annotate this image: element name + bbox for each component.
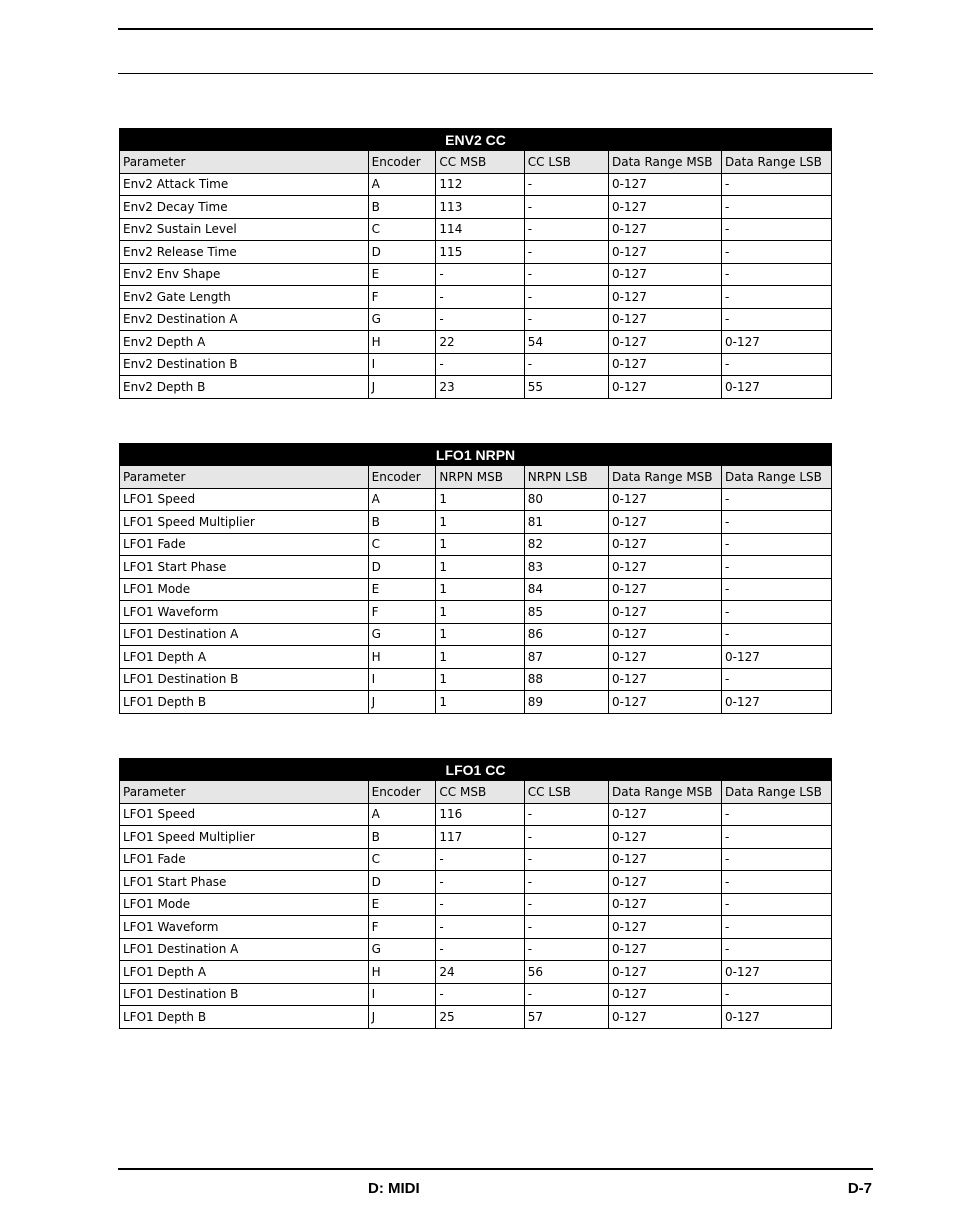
table-cell: - [524, 241, 608, 264]
column-header: NRPN LSB [524, 466, 608, 489]
table-row [120, 803, 832, 826]
table-cell: Env2 Env Shape [120, 263, 369, 286]
table-cell: 55 [524, 376, 608, 399]
table-cell: B [368, 511, 436, 534]
table-cell: 0-127 [608, 938, 721, 961]
table-cell: Env2 Release Time [120, 241, 369, 264]
table-cell: 25 [436, 1006, 524, 1029]
table-cell: 0-127 [609, 578, 722, 601]
table-cell: 56 [524, 961, 608, 984]
table-cell: 89 [524, 691, 608, 714]
table-cell: - [436, 353, 524, 376]
table-cell: 0-127 [608, 961, 721, 984]
table-cell: 0-127 [608, 848, 721, 871]
table-cell: - [524, 196, 608, 219]
table-cell: G [368, 623, 436, 646]
table-cell: 0-127 [722, 331, 832, 354]
table-row [120, 353, 832, 376]
table-cell: 0-127 [608, 916, 721, 939]
table-cell: - [524, 983, 608, 1006]
table-cell: - [524, 871, 608, 894]
table-cell: 115 [436, 241, 524, 264]
table-row [120, 938, 832, 961]
column-header: Data Range LSB [722, 466, 832, 489]
table-row [120, 173, 832, 196]
table-cell: - [722, 488, 832, 511]
table-cell: 0-127 [609, 308, 722, 331]
table-cell: LFO1 Fade [120, 533, 369, 556]
table-row [120, 331, 832, 354]
table-cell: LFO1 Start Phase [120, 556, 369, 579]
table-cell: LFO1 Depth B [120, 691, 369, 714]
table-cell: - [436, 308, 524, 331]
env2-cc-table [119, 128, 832, 399]
table-cell: 0-127 [609, 331, 722, 354]
table-cell: 1 [436, 646, 524, 669]
table-row [120, 668, 832, 691]
table-row [120, 511, 832, 534]
column-header: Data Range LSB [722, 151, 832, 174]
table-cell: - [436, 893, 524, 916]
table-cell: J [368, 376, 436, 399]
table-row [120, 601, 832, 624]
table-cell: 114 [436, 218, 524, 241]
table-cell: - [436, 938, 524, 961]
table-cell: C [368, 533, 436, 556]
table-cell: - [722, 556, 832, 579]
table-cell: D [368, 871, 436, 894]
table-cell: F [368, 286, 436, 309]
table-cell: 86 [524, 623, 608, 646]
table-cell: 82 [524, 533, 608, 556]
footer-section-label: D: MIDI [368, 1180, 420, 1197]
table-cell: 87 [524, 646, 608, 669]
table-cell: - [436, 871, 524, 894]
table-cell: 1 [436, 488, 524, 511]
table-row [120, 623, 832, 646]
table-cell: 57 [524, 1006, 608, 1029]
table-cell: 0-127 [609, 218, 722, 241]
table-cell: - [436, 263, 524, 286]
table-cell: - [436, 848, 524, 871]
table-header-row [120, 151, 832, 174]
table-cell: - [721, 916, 831, 939]
table-cell: - [721, 893, 831, 916]
table-row [120, 263, 832, 286]
lfo1-cc-table [119, 758, 832, 1029]
table-cell: - [721, 983, 831, 1006]
table-cell: 80 [524, 488, 608, 511]
table-row [120, 241, 832, 264]
table-cell: Env2 Decay Time [120, 196, 369, 219]
table-cell: 1 [436, 623, 524, 646]
table-cell: 0-127 [609, 668, 722, 691]
table-cell: LFO1 Depth A [120, 646, 369, 669]
table-cell: 1 [436, 511, 524, 534]
table-cell: - [722, 218, 832, 241]
table-cell: 117 [436, 826, 524, 849]
table-cell: LFO1 Destination A [120, 938, 369, 961]
table-cell: LFO1 Speed [120, 803, 369, 826]
table-row [120, 871, 832, 894]
table-cell: E [368, 893, 436, 916]
table-row [120, 961, 832, 984]
table-cell: 112 [436, 173, 524, 196]
table-cell: Env2 Depth A [120, 331, 369, 354]
table-cell: 1 [436, 578, 524, 601]
table-cell: Env2 Gate Length [120, 286, 369, 309]
table-cell: F [368, 916, 436, 939]
table-cell: 24 [436, 961, 524, 984]
footer-rule [118, 1168, 873, 1170]
table-cell: 0-127 [609, 286, 722, 309]
table-cell: 0-127 [608, 893, 721, 916]
table-cell: - [722, 263, 832, 286]
table-cell: - [722, 623, 832, 646]
table-cell: - [524, 916, 608, 939]
table-cell: - [722, 578, 832, 601]
table-cell: 23 [436, 376, 524, 399]
table-cell: G [368, 308, 436, 331]
table-cell: 0-127 [609, 511, 722, 534]
table-cell: 116 [436, 803, 524, 826]
table-cell: 0-127 [609, 241, 722, 264]
table-cell: G [368, 938, 436, 961]
table-cell: - [722, 286, 832, 309]
table-cell: - [721, 871, 831, 894]
table-cell: - [524, 826, 608, 849]
table-cell: - [436, 983, 524, 1006]
table-cell: 84 [524, 578, 608, 601]
table-cell: J [368, 691, 436, 714]
table-cell: 0-127 [608, 1006, 721, 1029]
column-header: Data Range MSB [609, 151, 722, 174]
table-cell: B [368, 196, 436, 219]
table-cell: LFO1 Destination B [120, 668, 369, 691]
table-title: LFO1 CC [120, 759, 832, 781]
table-cell: 0-127 [722, 691, 832, 714]
footer-page-number: D-7 [847, 1180, 872, 1197]
table-cell: - [721, 826, 831, 849]
table-cell: 0-127 [721, 1006, 831, 1029]
table-cell: LFO1 Depth B [120, 1006, 369, 1029]
table-cell: LFO1 Waveform [120, 601, 369, 624]
table-cell: LFO1 Depth A [120, 961, 369, 984]
table-row [120, 308, 832, 331]
table-title: ENV2 CC [120, 129, 832, 151]
table-cell: 0-127 [609, 533, 722, 556]
table-cell: 88 [524, 668, 608, 691]
table-cell: 1 [436, 533, 524, 556]
table-cell: - [722, 196, 832, 219]
table-cell: Env2 Sustain Level [120, 218, 369, 241]
table-cell: 0-127 [609, 601, 722, 624]
table-cell: - [524, 263, 608, 286]
table-cell: 1 [436, 556, 524, 579]
table-cell: - [722, 533, 832, 556]
column-header: Encoder [368, 781, 436, 804]
table-cell: E [368, 578, 436, 601]
table-row [120, 578, 832, 601]
table-cell: LFO1 Speed [120, 488, 369, 511]
table-row [120, 893, 832, 916]
table-cell: A [368, 173, 436, 196]
table-cell: E [368, 263, 436, 286]
table-row [120, 983, 832, 1006]
table-row [120, 556, 832, 579]
table-cell: 85 [524, 601, 608, 624]
column-header: Encoder [368, 466, 436, 489]
table-cell: 0-127 [608, 803, 721, 826]
table-cell: 0-127 [722, 376, 832, 399]
table-cell: - [524, 218, 608, 241]
table-cell: - [524, 938, 608, 961]
table-cell: F [368, 601, 436, 624]
table-cell: H [368, 961, 436, 984]
table-cell: J [368, 1006, 436, 1029]
column-header: Parameter [120, 781, 369, 804]
table-cell: A [368, 488, 436, 511]
table-cell: - [524, 893, 608, 916]
table-cell: 0-127 [609, 646, 722, 669]
table-cell: 0-127 [609, 556, 722, 579]
table-cell: - [722, 173, 832, 196]
lfo1-nrpn-table [119, 443, 832, 714]
table-row [120, 196, 832, 219]
header-rule-bottom [118, 73, 873, 74]
table-cell: LFO1 Waveform [120, 916, 369, 939]
table-cell: B [368, 826, 436, 849]
table-row [120, 916, 832, 939]
table-cell: 0-127 [609, 623, 722, 646]
table-row [120, 848, 832, 871]
table-cell: LFO1 Destination B [120, 983, 369, 1006]
table-cell: 0-127 [609, 376, 722, 399]
table-row [120, 218, 832, 241]
column-header: CC MSB [436, 781, 524, 804]
table-cell: LFO1 Speed Multiplier [120, 511, 369, 534]
table-cell: LFO1 Mode [120, 578, 369, 601]
column-header: Parameter [120, 151, 369, 174]
table-cell: 1 [436, 601, 524, 624]
table-row [120, 646, 832, 669]
table-cell: 0-127 [608, 826, 721, 849]
table-cell: 0-127 [609, 353, 722, 376]
header-rule-top [118, 28, 873, 30]
table-header-row [120, 781, 832, 804]
column-header: Parameter [120, 466, 369, 489]
table-row [120, 376, 832, 399]
column-header: Data Range LSB [721, 781, 831, 804]
table-cell: A [368, 803, 436, 826]
table-cell: 0-127 [608, 983, 721, 1006]
table-cell: LFO1 Mode [120, 893, 369, 916]
table-cell: I [368, 668, 436, 691]
table-cell: - [721, 803, 831, 826]
column-header: CC LSB [524, 781, 608, 804]
column-header: Encoder [368, 151, 436, 174]
table-cell: - [524, 173, 608, 196]
table-cell: 113 [436, 196, 524, 219]
table-cell: Env2 Destination A [120, 308, 369, 331]
table-cell: - [436, 916, 524, 939]
table-cell: - [722, 241, 832, 264]
table-cell: - [721, 848, 831, 871]
table-cell: C [368, 848, 436, 871]
table-cell: Env2 Attack Time [120, 173, 369, 196]
table-cell: D [368, 241, 436, 264]
table-cell: Env2 Depth B [120, 376, 369, 399]
table-cell: - [722, 511, 832, 534]
table-cell: LFO1 Fade [120, 848, 369, 871]
table-cell: - [524, 353, 608, 376]
table-cell: C [368, 218, 436, 241]
table-row [120, 286, 832, 309]
table-title: LFO1 NRPN [120, 444, 832, 466]
column-header: CC LSB [524, 151, 608, 174]
table-cell: Env2 Destination B [120, 353, 369, 376]
column-header: Data Range MSB [609, 466, 722, 489]
table-cell: D [368, 556, 436, 579]
table-cell: 0-127 [609, 691, 722, 714]
table-cell: - [722, 353, 832, 376]
table-cell: 1 [436, 668, 524, 691]
table-cell: 54 [524, 331, 608, 354]
table-cell: - [722, 308, 832, 331]
column-header: Data Range MSB [608, 781, 721, 804]
table-cell: I [368, 353, 436, 376]
table-cell: - [722, 601, 832, 624]
table-cell: - [524, 308, 608, 331]
table-cell: 0-127 [608, 871, 721, 894]
table-row [120, 826, 832, 849]
table-row [120, 488, 832, 511]
table-cell: 83 [524, 556, 608, 579]
table-cell: 0-127 [609, 488, 722, 511]
table-cell: 1 [436, 691, 524, 714]
table-cell: 0-127 [721, 961, 831, 984]
table-cell: - [524, 286, 608, 309]
table-header-row [120, 466, 832, 489]
table-cell: 0-127 [609, 173, 722, 196]
table-row [120, 533, 832, 556]
table-cell: - [524, 848, 608, 871]
table-cell: - [721, 938, 831, 961]
table-cell: 0-127 [609, 196, 722, 219]
table-cell: LFO1 Destination A [120, 623, 369, 646]
table-cell: - [722, 668, 832, 691]
table-cell: 0-127 [722, 646, 832, 669]
table-cell: - [524, 803, 608, 826]
table-cell: LFO1 Start Phase [120, 871, 369, 894]
table-cell: 22 [436, 331, 524, 354]
table-cell: LFO1 Speed Multiplier [120, 826, 369, 849]
column-header: CC MSB [436, 151, 524, 174]
table-cell: - [436, 286, 524, 309]
table-row [120, 1006, 832, 1029]
table-cell: 0-127 [609, 263, 722, 286]
table-cell: 81 [524, 511, 608, 534]
table-row [120, 691, 832, 714]
column-header: NRPN MSB [436, 466, 524, 489]
table-cell: H [368, 646, 436, 669]
table-cell: I [368, 983, 436, 1006]
table-cell: H [368, 331, 436, 354]
